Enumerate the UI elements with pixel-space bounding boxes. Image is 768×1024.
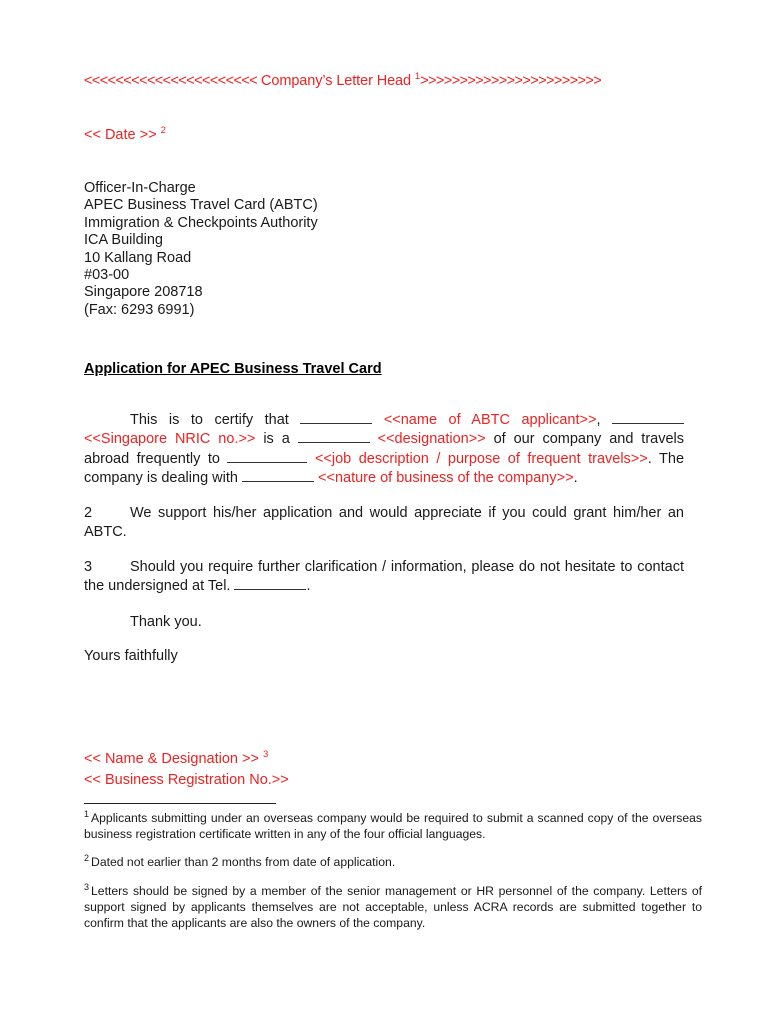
footnote-text: Dated not earlier than 2 months from date of application. — [91, 855, 396, 870]
blank-designation[interactable] — [298, 431, 370, 443]
footnote-item — [84, 854, 702, 870]
footnote-item — [84, 883, 702, 932]
address-line: Officer-In-Charge — [84, 180, 196, 196]
date-placeholder — [84, 126, 166, 144]
p1-placeholder-nric: <<Singapore NRIC no.>> — [84, 431, 256, 448]
letterhead-label: Company’s Letter Head — [257, 73, 415, 89]
company-letterhead-placeholder — [84, 72, 684, 90]
p3-text-1: Should you require further clarification / information, please do not hesitate to contact the undersigned at Tel. — [84, 559, 684, 595]
signature-business-registration: << Business Registration No.>> — [84, 772, 289, 788]
letterhead-right-brackets: >>>>>>>>>>>>>>>>>>>>>>> — [420, 73, 602, 89]
sign-off-line: Yours faithfully — [84, 648, 178, 664]
address-line: Immigration & Checkpoints Authority — [84, 214, 318, 231]
footnote-separator — [84, 803, 276, 804]
footnote-text: Letters should be signed by a member of the senior management or HR personnel of the company. Letters of support signed by applicants themselves are not acceptable, unless ACRA records are submitted together to confirm that the applicants are also the owners of the company. — [84, 883, 702, 931]
p2-text: We support his/her application and would appreciate if you could grant him/her an ABTC. — [84, 505, 684, 541]
p2-number: 2 — [84, 505, 93, 521]
signature-name-label: << Name & Designation >> — [84, 751, 259, 767]
footnote-marker: 3 — [84, 881, 90, 892]
recipient-address-block — [84, 180, 318, 319]
date-footnote-marker: 2 — [160, 125, 166, 137]
p1-placeholder-designation: <<designation>> — [377, 431, 486, 448]
blank-nature-of-business[interactable] — [242, 470, 314, 482]
blank-telephone[interactable] — [234, 578, 306, 590]
signature-footnote-marker: 3 — [262, 749, 269, 761]
address-line: Singapore 208718 — [84, 284, 203, 301]
address-line: (Fax: 6293 6991) — [84, 301, 195, 318]
body-paragraph-1 — [84, 411, 684, 489]
p1-text-5: . The company is dealing with — [84, 450, 685, 487]
footnote-marker: 2 — [84, 853, 90, 864]
p1-placeholder-applicant-name: <<name of ABTC applicant>> — [383, 412, 597, 428]
date-label: << Date >> — [84, 127, 157, 143]
blank-nric[interactable] — [612, 412, 684, 424]
p1-placeholder-job-description: <<job description / purpose of frequent travels>> — [314, 450, 648, 467]
body-paragraph-2 — [84, 504, 684, 543]
address-line: 10 Kallang Road — [84, 249, 192, 266]
p1-text-1: This is to certify that — [130, 412, 301, 428]
p1-text-3: is a — [255, 431, 298, 448]
footnote-text: Applicants submitting under an overseas company would be required to submit a scanned copy of the overseas business registration certificate written in any of the four official languages. — [84, 811, 702, 842]
address-line: #03-00 — [84, 267, 130, 284]
p1-text-2: , — [596, 412, 612, 428]
letterhead-left-brackets: <<<<<<<<<<<<<<<<<<<<<< — [84, 73, 258, 89]
footnote-item — [84, 810, 702, 842]
address-line: APEC Business Travel Card (ABTC) — [84, 197, 318, 214]
footnote-marker: 1 — [84, 808, 90, 819]
footnotes-section — [84, 810, 702, 931]
letterhead-footnote-marker: 1 — [414, 71, 421, 83]
thank-you-line: Thank you. — [130, 614, 202, 630]
p1-text-4: of our company and travels abroad frequently to — [84, 431, 685, 467]
p3-text-2: . — [306, 578, 311, 595]
body-paragraph-3 — [84, 558, 684, 597]
signature-block — [84, 749, 289, 791]
blank-applicant-name[interactable] — [300, 412, 372, 424]
p1-placeholder-nature-of-business: <<nature of business of the company>> — [318, 470, 574, 487]
blank-job-description[interactable] — [227, 451, 307, 463]
subject-heading: Application for APEC Business Travel Card — [84, 361, 382, 377]
signature-name-designation — [84, 749, 289, 770]
p1-text-6: . — [573, 470, 578, 487]
address-line: ICA Building — [84, 232, 163, 249]
p3-number: 3 — [84, 559, 93, 575]
